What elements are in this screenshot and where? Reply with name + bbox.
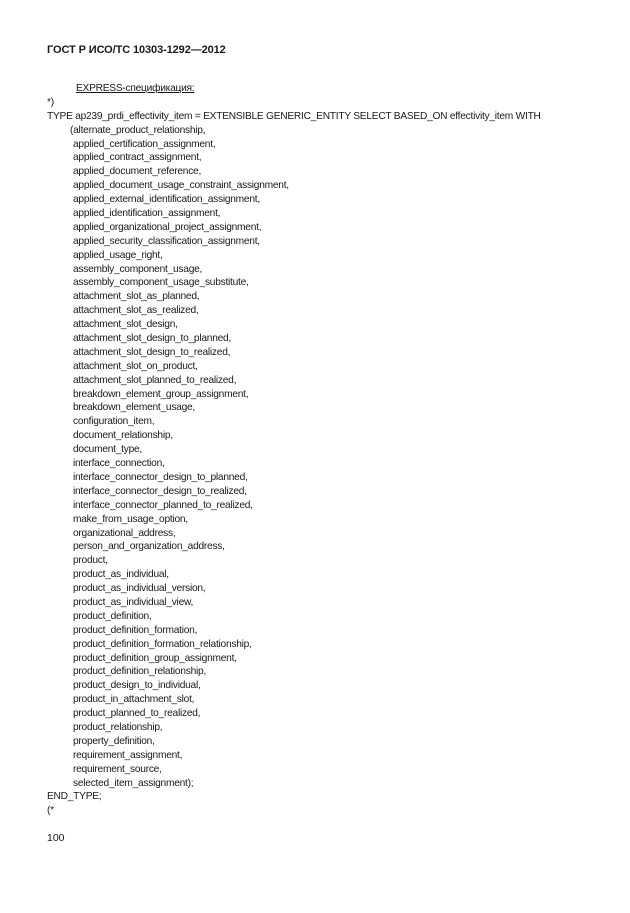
select-item: interface_connector_design_to_planned, (73, 471, 248, 483)
select-item: applied_organizational_project_assignment, (73, 221, 262, 233)
select-item: configuration_item, (73, 416, 155, 428)
select-item: interface_connection, (73, 458, 165, 470)
select-item-list (47, 138, 607, 791)
select-item: product_as_individual_version, (73, 583, 206, 595)
comment-close: (* (47, 805, 54, 817)
express-specification (47, 82, 607, 818)
select-item: selected_item_assignment); (73, 777, 194, 789)
select-item: applied_contract_assignment, (73, 152, 202, 164)
select-item: applied_security_classification_assignment, (73, 235, 260, 247)
select-item: breakdown_element_usage, (73, 402, 196, 414)
select-item: attachment_slot_on_product, (73, 360, 198, 372)
select-item: property_definition, (73, 735, 155, 747)
type-declaration: TYPE ap239_prdi_effectivity_item = EXTENSIBLE GENERIC_ENTITY SELECT BASED_ON effectivity_item WITH (47, 110, 541, 122)
select-item: product_in_attachment_slot, (73, 694, 195, 706)
select-item: organizational_address, (73, 527, 176, 539)
select-item: product_definition_relationship, (73, 666, 207, 678)
select-item: applied_usage_right, (73, 249, 163, 261)
select-item: document_type, (73, 444, 142, 456)
select-item: product_definition_formation, (73, 624, 198, 636)
select-item: applied_document_reference, (73, 166, 202, 178)
express-caption: EXPRESS-спецификация: (76, 83, 195, 94)
select-item: product_design_to_individual, (73, 680, 201, 692)
select-item: product_as_individual, (73, 569, 169, 581)
select-item: attachment_slot_design, (73, 319, 178, 331)
select-item: product, (73, 555, 108, 567)
select-item: attachment_slot_as_planned, (73, 291, 200, 303)
select-item: product_definition, (73, 610, 152, 622)
select-item: person_and_organization_address, (73, 541, 225, 553)
select-item: attachment_slot_design_to_planned, (73, 333, 232, 345)
end-type: END_TYPE; (47, 791, 102, 803)
select-item: applied_document_usage_constraint_assignment, (73, 180, 289, 192)
select-item: assembly_component_usage, (73, 263, 203, 275)
select-item: make_from_usage_option, (73, 513, 188, 525)
select-item-first: (alternate_product_relationship, (70, 124, 206, 136)
select-item: product_definition_formation_relationship, (73, 638, 252, 650)
select-item: interface_connector_planned_to_realized, (73, 499, 253, 511)
select-item: applied_identification_assignment, (73, 208, 221, 220)
select-item: product_relationship, (73, 721, 163, 733)
select-item: applied_external_identification_assignment, (73, 194, 260, 206)
select-item: breakdown_element_group_assignment, (73, 388, 249, 400)
document-header: ГОСТ Р ИСО/ТС 10303-1292—2012 (47, 44, 226, 56)
page-number: 100 (47, 832, 65, 844)
select-item: interface_connector_design_to_realized, (73, 485, 247, 497)
select-item: requirement_source, (73, 763, 162, 775)
select-item: product_definition_group_assignment, (73, 652, 237, 664)
select-item: attachment_slot_as_realized, (73, 305, 199, 317)
select-item: document_relationship, (73, 430, 173, 442)
select-item: product_as_individual_view, (73, 596, 194, 608)
select-item: attachment_slot_planned_to_realized, (73, 374, 237, 386)
select-item: requirement_assignment, (73, 749, 183, 761)
select-item: product_planned_to_realized, (73, 708, 201, 720)
select-item: assembly_component_usage_substitute, (73, 277, 249, 289)
select-item: applied_certification_assignment, (73, 138, 216, 150)
comment-open: *) (47, 96, 54, 108)
select-item: attachment_slot_design_to_realized, (73, 346, 231, 358)
